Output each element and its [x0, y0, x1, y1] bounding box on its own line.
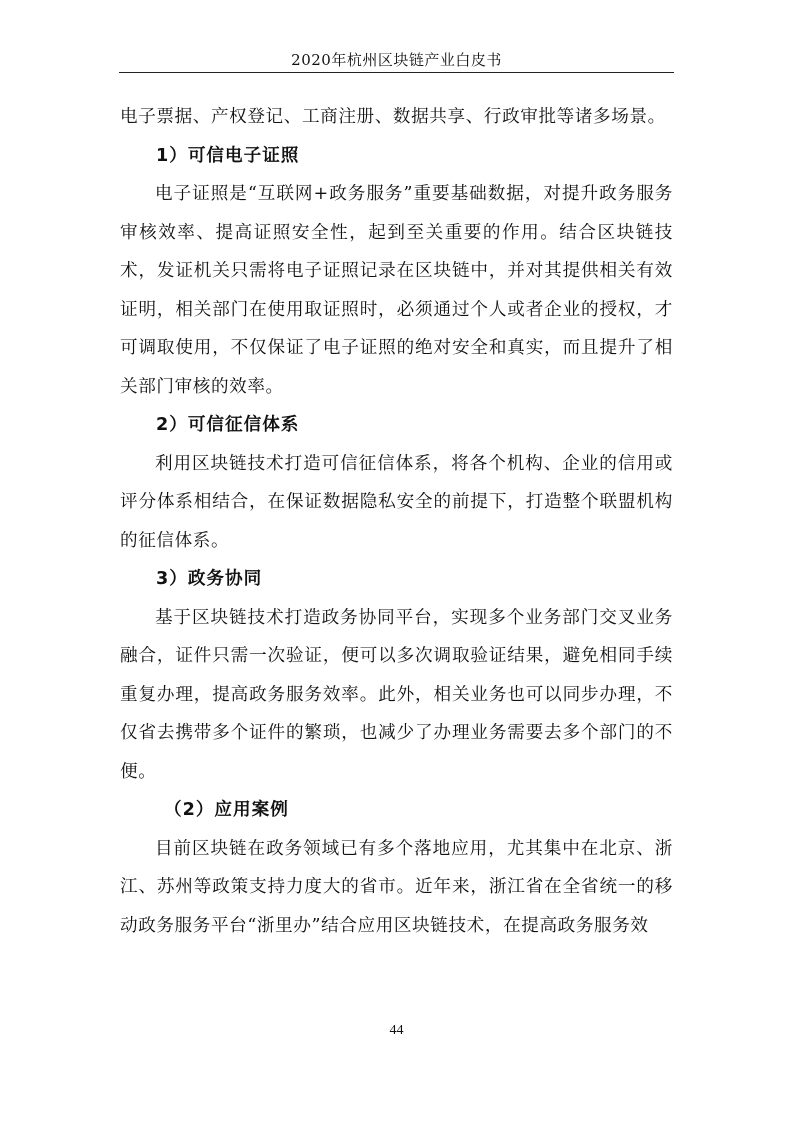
subheading-trusted-e-license: 1）可信电子证照 — [156, 145, 300, 166]
paragraph-application-cases: 目前区块链在政务领域已有多个落地应用，尤其集中在北京、浙江、苏州等政策支持力度大的省市。近年来，浙江省在全省统一的移动政务服务平台“浙里办”结合应用区块链技术，在提高政务服务效 — [120, 838, 673, 936]
section-heading-application-cases: （2）应用案例 — [164, 800, 289, 820]
paragraph-continuation: 电子票据、产权登记、工商注册、数据共享、行政审批等诸多场景。 — [120, 107, 666, 127]
paragraph-government-collaboration: 基于区块链技术打造政务协同平台，实现多个业务部门交叉业务融合，证件只需一次验证，便可以多次调取验证结果，避免相同手续重复办理，提高政务服务效率。此外，相关业务也可以同步办理，不仅省去携带多个证件的繁琐，也减少了办理业务需要去多个部门的不便。 — [120, 607, 673, 782]
paragraph-credit-system: 利用区块链技术打造可信征信体系，将各个机构、企业的信用或评分体系相结合，在保证数据隐私安全的前提下，打造整个联盟机构的征信体系。 — [120, 453, 673, 551]
subheading-credit-system: 2）可信征信体系 — [156, 415, 300, 435]
running-header: 2020年杭州区块链产业白皮书 — [291, 51, 502, 69]
subheading-government-collaboration: 3）政务协同 — [156, 569, 263, 589]
header-divider — [119, 72, 674, 73]
paragraph-e-license: 电子证照是“互联网+政务服务”重要基础数据，对提升政务服务审核效率、提高证照安全性，起到至关重要的作用。结合区块链技术，发证机关只需将电子证照记录在区块链中，并对其提供相关有效证明，相关部门在使用取证照时，必须通过个人或者企业的授权，才可调取使用，不仅保证了电子证照的绝对安全和真实，而且提升了相关部门审核的效率。 — [120, 184, 673, 397]
page-body — [120, 98, 673, 945]
page-number: 44 — [389, 1023, 404, 1038]
